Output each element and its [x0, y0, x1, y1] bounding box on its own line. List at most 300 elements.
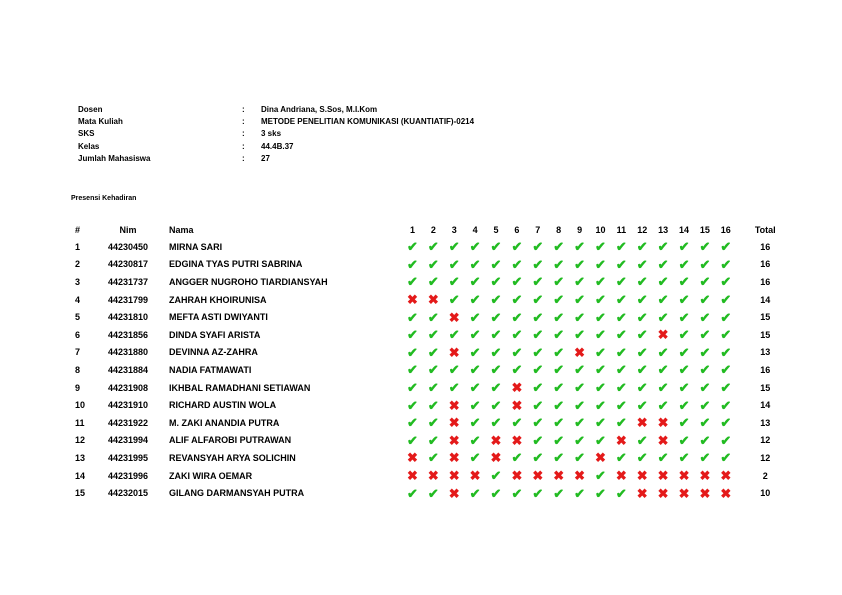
attendance-cell: [694, 273, 715, 291]
info-label: Mata Kuliah: [78, 117, 123, 127]
attendance-total: 14: [760, 400, 771, 411]
attendance-cell: [402, 344, 423, 362]
check-icon: ✔: [636, 327, 648, 343]
table-row: [71, 414, 794, 432]
attendance-cell: [611, 432, 632, 450]
student-nim: 44232015: [107, 488, 149, 499]
cross-icon: ✖: [636, 468, 648, 484]
attendance-cell: [527, 396, 548, 414]
attendance-cell: [674, 344, 695, 362]
check-icon: ✔: [469, 256, 481, 272]
attendance-cell: [486, 238, 507, 256]
attendance-cell: [632, 308, 653, 326]
info-value: Dina Andriana, S.Sos, M.I.Kom: [261, 105, 378, 114]
attendance-cell: [465, 467, 486, 485]
attendance-cell: [465, 379, 486, 397]
attendance-cell: [569, 414, 590, 432]
check-icon: ✔: [574, 292, 586, 308]
student-name: MIRNA SARI: [169, 241, 223, 252]
attendance-cell: [465, 256, 486, 274]
check-icon: ✔: [595, 432, 606, 448]
attendance-cell: [611, 326, 632, 344]
check-icon: ✔: [678, 239, 690, 255]
attendance-total: 13: [760, 417, 771, 428]
attendance-cell: [611, 414, 632, 432]
check-icon: ✔: [406, 309, 418, 325]
cross-icon: ✖: [657, 432, 669, 448]
check-icon: ✔: [553, 380, 565, 396]
attendance-cell: [694, 361, 715, 379]
attendance-cell: [423, 291, 444, 309]
check-icon: ✔: [699, 274, 711, 290]
student-name: REVANSYAH ARYA SOLICHIN: [169, 452, 296, 463]
cross-icon: ✖: [469, 468, 481, 484]
attendance-cell: [674, 396, 695, 414]
attendance-cell: [444, 361, 465, 379]
check-icon: ✔: [553, 292, 565, 308]
info-value: 3 sks: [261, 129, 282, 139]
cross-icon: ✖: [511, 432, 523, 448]
attendance-cell: [653, 238, 674, 256]
check-icon: ✔: [657, 362, 669, 378]
header-week: 16: [720, 224, 731, 235]
row-number: 5: [75, 312, 81, 323]
attendance-cell: [402, 361, 423, 379]
attendance-cell: [465, 414, 486, 432]
check-icon: ✔: [657, 256, 669, 272]
attendance-cell: [506, 273, 527, 291]
check-icon: ✔: [699, 432, 711, 448]
attendance-cell: [611, 396, 632, 414]
attendance-cell: [527, 344, 548, 362]
check-icon: ✔: [720, 397, 732, 413]
attendance-cell: [486, 344, 507, 362]
cross-icon: ✖: [657, 468, 669, 484]
attendance-cell: [653, 326, 674, 344]
student-nim: 44231799: [107, 294, 149, 305]
attendance-cell: [569, 449, 590, 467]
attendance-cell: [486, 379, 507, 397]
attendance-cell: [423, 467, 444, 485]
check-icon: ✔: [532, 292, 544, 308]
check-icon: ✔: [595, 380, 606, 396]
attendance-cell: [465, 361, 486, 379]
cross-icon: ✖: [406, 450, 418, 466]
attendance-cell: [506, 291, 527, 309]
student-name: IKHBAL RAMADHANI SETIAWAN: [169, 382, 311, 393]
attendance-cell: [423, 414, 444, 432]
check-icon: ✔: [427, 432, 439, 448]
cross-icon: ✖: [657, 485, 669, 501]
check-icon: ✔: [720, 309, 732, 325]
check-icon: ✔: [490, 380, 502, 396]
attendance-cell: [611, 484, 632, 502]
student-name: NADIA FATMAWATI: [169, 364, 252, 375]
attendance-cell: [653, 432, 674, 450]
attendance-cell: [674, 379, 695, 397]
attendance-total: 16: [760, 364, 771, 375]
check-icon: ✔: [657, 239, 669, 255]
attendance-cell: [444, 273, 465, 291]
attendance-cell: [465, 273, 486, 291]
student-name: ALIF ALFAROBI PUTRAWAN: [169, 435, 292, 446]
header-week: 10: [595, 224, 606, 235]
check-icon: ✔: [532, 380, 544, 396]
student-name: GILANG DARMANSYAH PUTRA: [169, 488, 305, 499]
attendance-cell: [590, 414, 611, 432]
check-icon: ✔: [595, 274, 606, 290]
attendance-cell: [694, 484, 715, 502]
check-icon: ✔: [427, 485, 439, 501]
check-icon: ✔: [699, 309, 711, 325]
check-icon: ✔: [490, 344, 502, 360]
attendance-cell: [506, 484, 527, 502]
check-icon: ✔: [532, 327, 544, 343]
cross-icon: ✖: [657, 327, 669, 343]
attendance-cell: [694, 291, 715, 309]
attendance-cell: [402, 326, 423, 344]
check-icon: ✔: [657, 380, 669, 396]
attendance-cell: [444, 449, 465, 467]
attendance-cell: [548, 414, 569, 432]
row-number: 8: [75, 364, 81, 375]
check-icon: ✔: [490, 239, 502, 255]
check-icon: ✔: [574, 380, 586, 396]
attendance-cell: [548, 484, 569, 502]
check-icon: ✔: [553, 274, 565, 290]
attendance-cell: [444, 308, 465, 326]
attendance-cell: [715, 467, 736, 485]
check-icon: ✔: [699, 450, 711, 466]
attendance-cell: [590, 308, 611, 326]
check-icon: ✔: [469, 485, 481, 501]
check-icon: ✔: [595, 327, 606, 343]
row-number: 7: [75, 347, 81, 358]
attendance-cell: [653, 344, 674, 362]
attendance-cell: [444, 414, 465, 432]
row-number: 15: [75, 488, 86, 499]
header-total: Total: [754, 224, 776, 235]
check-icon: ✔: [657, 397, 669, 413]
attendance-cell: [715, 273, 736, 291]
check-icon: ✔: [511, 327, 523, 343]
attendance-cell: [548, 344, 569, 362]
cross-icon: ✖: [490, 450, 502, 466]
attendance-cell: [506, 379, 527, 397]
check-icon: ✔: [574, 327, 586, 343]
attendance-cell: [632, 273, 653, 291]
attendance-cell: [674, 308, 695, 326]
info-label: Jumlah Mahasiswa: [78, 153, 151, 163]
attendance-cell: [715, 256, 736, 274]
attendance-cell: [694, 449, 715, 467]
attendance-cell: [465, 238, 486, 256]
attendance-cell: [486, 449, 507, 467]
cross-icon: ✖: [720, 468, 732, 484]
row-number: 14: [75, 470, 86, 481]
check-icon: ✔: [469, 432, 481, 448]
cross-icon: ✖: [448, 309, 460, 325]
attendance-cell: [465, 308, 486, 326]
check-icon: ✔: [448, 362, 460, 378]
attendance-cell: [423, 308, 444, 326]
attendance-cell: [611, 238, 632, 256]
table-row: [71, 238, 794, 256]
header-week: 4: [472, 224, 478, 235]
cross-icon: ✖: [615, 432, 627, 448]
attendance-cell: [611, 449, 632, 467]
check-icon: ✔: [699, 380, 711, 396]
student-nim: 44231994: [107, 435, 149, 446]
attendance-cell: [402, 467, 423, 485]
table-row: [71, 449, 794, 467]
attendance-cell: [674, 467, 695, 485]
check-icon: ✔: [615, 239, 627, 255]
check-icon: ✔: [553, 309, 565, 325]
student-nim: 44231884: [107, 364, 149, 375]
check-icon: ✔: [406, 397, 418, 413]
student-nim: 44231922: [107, 417, 149, 428]
attendance-cell: [569, 361, 590, 379]
attendance-cell: [590, 273, 611, 291]
info-colon: :: [242, 117, 245, 127]
info-label: Dosen: [78, 105, 103, 114]
check-icon: ✔: [511, 292, 523, 308]
attendance-cell: [486, 256, 507, 274]
check-icon: ✔: [553, 239, 565, 255]
header-week: 13: [658, 224, 669, 235]
table-row: [71, 361, 794, 379]
table-row: [71, 291, 794, 309]
attendance-cell: [590, 256, 611, 274]
attendance-cell: [465, 326, 486, 344]
attendance-cell: [632, 467, 653, 485]
check-icon: ✔: [490, 468, 502, 484]
attendance-cell: [506, 414, 527, 432]
check-icon: ✔: [657, 344, 669, 360]
check-icon: ✔: [511, 256, 523, 272]
table-row: [71, 467, 794, 485]
student-name: EDGINA TYAS PUTRI SABRINA: [169, 259, 303, 270]
check-icon: ✔: [553, 450, 565, 466]
check-icon: ✔: [427, 274, 439, 290]
cross-icon: ✖: [699, 468, 711, 484]
attendance-cell: [674, 238, 695, 256]
attendance-cell: [715, 326, 736, 344]
attendance-cell: [527, 484, 548, 502]
attendance-cell: [674, 291, 695, 309]
attendance-cell: [486, 273, 507, 291]
attendance-cell: [611, 256, 632, 274]
cross-icon: ✖: [574, 344, 586, 360]
student-nim: 44231810: [107, 312, 149, 323]
attendance-cell: [402, 238, 423, 256]
check-icon: ✔: [490, 397, 502, 413]
cross-icon: ✖: [448, 468, 460, 484]
header-week: 5: [493, 224, 499, 235]
attendance-cell: [694, 414, 715, 432]
check-icon: ✔: [469, 344, 481, 360]
attendance-cell: [548, 379, 569, 397]
check-icon: ✔: [699, 415, 711, 431]
attendance-cell: [590, 291, 611, 309]
check-icon: ✔: [406, 239, 418, 255]
check-icon: ✔: [678, 450, 690, 466]
cross-icon: ✖: [448, 397, 460, 413]
check-icon: ✔: [678, 415, 690, 431]
check-icon: ✔: [636, 256, 648, 272]
check-icon: ✔: [427, 397, 439, 413]
check-icon: ✔: [532, 450, 544, 466]
check-icon: ✔: [720, 415, 732, 431]
check-icon: ✔: [615, 327, 627, 343]
attendance-cell: [569, 344, 590, 362]
attendance-cell: [632, 361, 653, 379]
check-icon: ✔: [553, 485, 565, 501]
check-icon: ✔: [574, 432, 586, 448]
check-icon: ✔: [469, 239, 481, 255]
attendance-cell: [548, 326, 569, 344]
attendance-cell: [611, 273, 632, 291]
student-nim: 44231995: [107, 452, 149, 463]
check-icon: ✔: [427, 450, 439, 466]
check-icon: ✔: [595, 292, 606, 308]
check-icon: ✔: [657, 292, 669, 308]
attendance-total: 15: [760, 312, 771, 323]
check-icon: ✔: [427, 415, 439, 431]
attendance-cell: [506, 326, 527, 344]
table-row: [71, 326, 794, 344]
check-icon: ✔: [406, 344, 418, 360]
row-number: 9: [75, 382, 81, 393]
check-icon: ✔: [636, 397, 648, 413]
table-row: [71, 396, 794, 414]
attendance-cell: [548, 273, 569, 291]
check-icon: ✔: [615, 415, 627, 431]
table-row: [71, 308, 794, 326]
info-colon: :: [242, 129, 245, 139]
header-week: 11: [616, 224, 627, 235]
check-icon: ✔: [636, 380, 648, 396]
info-colon: :: [242, 105, 245, 114]
attendance-table: [71, 221, 794, 502]
attendance-cell: [402, 449, 423, 467]
attendance-cell: [715, 344, 736, 362]
check-icon: ✔: [490, 485, 502, 501]
attendance-cell: [548, 449, 569, 467]
check-icon: ✔: [615, 362, 627, 378]
check-icon: ✔: [532, 415, 544, 431]
attendance-cell: [590, 432, 611, 450]
check-icon: ✔: [511, 450, 523, 466]
attendance-cell: [423, 273, 444, 291]
attendance-cell: [444, 467, 465, 485]
attendance-cell: [486, 467, 507, 485]
check-icon: ✔: [615, 256, 627, 272]
check-icon: ✔: [490, 415, 502, 431]
check-icon: ✔: [678, 309, 690, 325]
attendance-cell: [402, 432, 423, 450]
attendance-cell: [569, 326, 590, 344]
check-icon: ✔: [532, 274, 544, 290]
attendance-cell: [632, 432, 653, 450]
attendance-cell: [423, 432, 444, 450]
attendance-cell: [506, 396, 527, 414]
attendance-cell: [444, 432, 465, 450]
row-number: 11: [75, 417, 85, 428]
check-icon: ✔: [615, 344, 627, 360]
check-icon: ✔: [469, 415, 481, 431]
row-number: 12: [75, 435, 86, 446]
attendance-cell: [486, 414, 507, 432]
check-icon: ✔: [720, 327, 732, 343]
check-icon: ✔: [636, 344, 648, 360]
cross-icon: ✖: [699, 485, 711, 501]
attendance-cell: [590, 449, 611, 467]
attendance-cell: [653, 361, 674, 379]
attendance-cell: [632, 379, 653, 397]
check-icon: ✔: [595, 309, 606, 325]
row-number: 1: [75, 241, 81, 252]
attendance-cell: [590, 484, 611, 502]
check-icon: ✔: [490, 256, 502, 272]
attendance-cell: [694, 432, 715, 450]
row-number: 10: [75, 400, 86, 411]
attendance-total: 12: [760, 452, 771, 463]
cross-icon: ✖: [636, 485, 648, 501]
attendance-cell: [444, 291, 465, 309]
attendance-cell: [486, 432, 507, 450]
attendance-cell: [569, 273, 590, 291]
header-week: 2: [430, 224, 436, 235]
cross-icon: ✖: [678, 468, 690, 484]
check-icon: ✔: [720, 450, 732, 466]
check-icon: ✔: [574, 397, 586, 413]
check-icon: ✔: [574, 256, 586, 272]
cross-icon: ✖: [490, 432, 502, 448]
attendance-cell: [444, 326, 465, 344]
check-icon: ✔: [595, 362, 606, 378]
attendance-cell: [653, 467, 674, 485]
check-icon: ✔: [720, 292, 732, 308]
attendance-cell: [653, 449, 674, 467]
check-icon: ✔: [595, 256, 606, 272]
attendance-cell: [590, 361, 611, 379]
attendance-cell: [653, 484, 674, 502]
cross-icon: ✖: [427, 468, 439, 484]
attendance-cell: [632, 238, 653, 256]
attendance-cell: [423, 238, 444, 256]
attendance-cell: [715, 238, 736, 256]
check-icon: ✔: [553, 327, 565, 343]
attendance-cell: [527, 449, 548, 467]
attendance-cell: [611, 308, 632, 326]
row-number: 2: [75, 259, 81, 270]
check-icon: ✔: [427, 362, 439, 378]
attendance-cell: [486, 326, 507, 344]
header-week: 14: [679, 224, 690, 235]
attendance-cell: [527, 308, 548, 326]
check-icon: ✔: [657, 309, 669, 325]
attendance-cell: [423, 326, 444, 344]
check-icon: ✔: [532, 485, 544, 501]
attendance-cell: [506, 361, 527, 379]
check-icon: ✔: [615, 292, 627, 308]
attendance-cell: [590, 326, 611, 344]
check-icon: ✔: [615, 397, 627, 413]
cross-icon: ✖: [448, 415, 460, 431]
cross-icon: ✖: [448, 344, 460, 360]
